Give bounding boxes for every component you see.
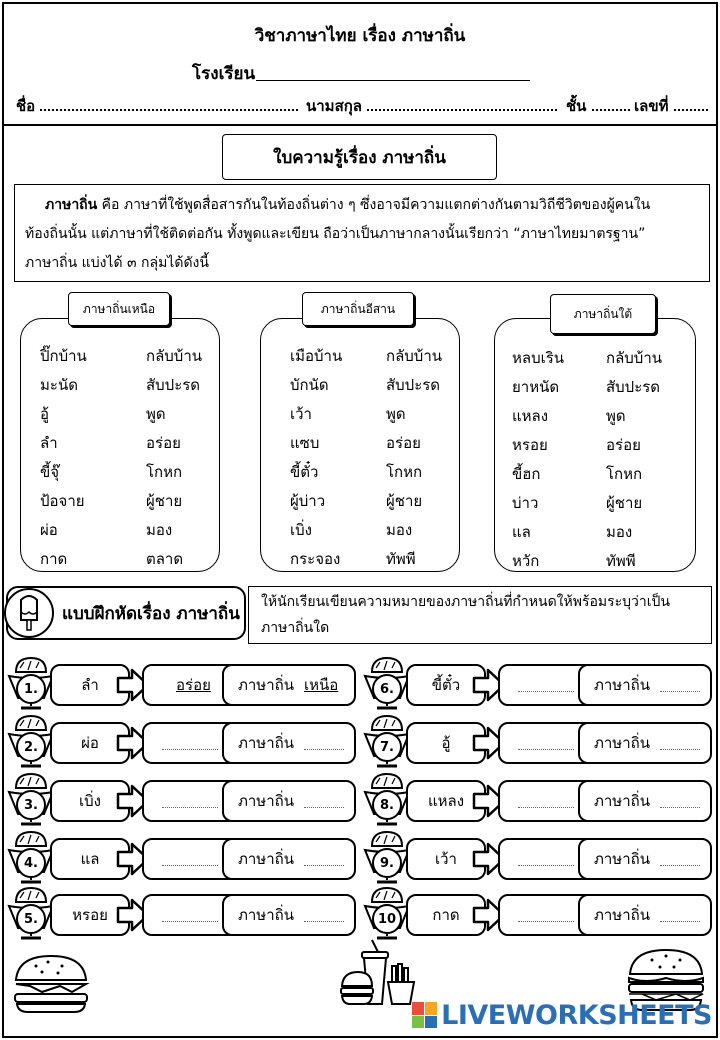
region-answer-field[interactable] xyxy=(222,722,356,764)
grade-row xyxy=(566,94,630,118)
region-prefix: ภาษาถิ่น xyxy=(238,676,294,694)
standard-word: ผู้ชาย xyxy=(386,492,423,510)
dialect-word-box: เบิ่ง xyxy=(50,780,130,822)
region-answer-field[interactable] xyxy=(578,838,712,880)
dialect-word-box: แหลง xyxy=(406,780,486,822)
instruction-line-1: ให้นักเรียนเขียนความหมายของภาษาถิ่นที่กำหนดให้พร้อมระบุว่าเป็น xyxy=(261,594,670,610)
dialect-word: ลำ xyxy=(40,434,58,452)
standard-word: พูด xyxy=(606,407,626,425)
region-answer-field[interactable] xyxy=(578,894,712,936)
dialect-word: ป้อจาย xyxy=(40,492,85,510)
item-number: 2. xyxy=(16,732,46,762)
intro-line-2: ท้องถิ่นนั้น แต่ภาษาที่ใช้ติดต่อกัน ทั้งพูดและเขียน ถือว่าเป็นภาษากลางนั้นเรียกว่า “ภาษาไทยมาตรฐาน” xyxy=(25,226,646,242)
card-label-northern: ภาษาถิ่นเหนือ xyxy=(68,292,170,326)
dialect-word-box: กาด xyxy=(406,894,486,936)
name-row xyxy=(16,94,298,118)
meaning-answer-text xyxy=(162,736,218,750)
item-number: 5. xyxy=(16,904,46,934)
standard-word: ทัพพี xyxy=(606,552,636,570)
dialect-word: กาด xyxy=(40,550,68,568)
card-label-southern: ภาษาถิ่นใต้ xyxy=(550,294,656,334)
standard-word: สับปะรด xyxy=(386,376,441,394)
grade-label: ชั้น xyxy=(566,97,587,115)
region-prefix: ภาษาถิ่น xyxy=(594,792,650,810)
region-prefix: ภาษาถิ่น xyxy=(594,676,650,694)
popsicle-icon xyxy=(4,588,54,638)
meaning-answer-text xyxy=(518,794,574,808)
region-answer-field[interactable] xyxy=(222,838,356,880)
region-prefix: ภาษาถิ่น xyxy=(594,850,650,868)
grade-input-line[interactable] xyxy=(592,97,630,111)
dialect-word: เว้า xyxy=(290,405,312,423)
dialect-word: ขี้ตั๋ว xyxy=(290,463,319,481)
dialect-word-box: ผ่อ xyxy=(50,722,130,764)
meaning-answer-text xyxy=(518,852,574,866)
dialect-word: ปิ๊กบ้าน xyxy=(40,347,87,365)
standard-word: กลับบ้าน xyxy=(146,347,202,365)
dialect-word: เบิ่ง xyxy=(290,521,312,539)
meaning-answer-text xyxy=(162,794,218,808)
exercise-title: แบบฝึกหัดเรื่อง ภาษาถิ่น xyxy=(6,586,246,640)
region-prefix: ภาษาถิ่น xyxy=(238,850,294,868)
school-input-line[interactable] xyxy=(256,80,530,81)
region-answer-text xyxy=(304,736,344,750)
dialect-word-box: แล xyxy=(50,838,130,880)
dialect-word: ยาหนัด xyxy=(512,378,560,396)
region-prefix: ภาษาถิ่น xyxy=(594,734,650,752)
region-prefix: ภาษาถิ่น xyxy=(238,906,294,924)
meaning-answer-text xyxy=(518,736,574,750)
standard-word: สับปะรด xyxy=(606,378,661,396)
dialect-word-box: ขี้ตั๋ว xyxy=(406,664,486,706)
region-answer-text xyxy=(304,908,344,922)
standard-word: อร่อย xyxy=(386,434,421,452)
brand-logo xyxy=(412,998,712,1032)
intro-paragraph xyxy=(14,184,710,282)
brand-text: LIVEWORKSHEETS xyxy=(441,999,712,1031)
surname-input-line[interactable] xyxy=(367,97,557,111)
worksheet-title: วิชาภาษาไทย เรื่อง ภาษาถิ่น xyxy=(254,26,466,46)
dialect-word-box: ลำ xyxy=(50,664,130,706)
exercise-instruction xyxy=(248,586,712,644)
region-answer-text xyxy=(660,736,700,750)
dialect-word-box: หรอย xyxy=(50,894,130,936)
live-logo-icon xyxy=(412,1002,437,1028)
intro-term: ภาษาถิ่น xyxy=(45,197,98,213)
standard-word: พูด xyxy=(146,405,166,423)
standard-word: อร่อย xyxy=(606,436,641,454)
standard-word: อร่อย xyxy=(146,434,181,452)
name-input-line[interactable] xyxy=(40,97,298,111)
item-number: 10 xyxy=(372,904,402,934)
number-label: เลขที่ xyxy=(634,97,669,115)
dialect-word: ผู้บ่าว xyxy=(290,492,326,510)
item-number: 8. xyxy=(372,790,402,820)
intro-line-1: คือ ภาษาที่ใช้พูดสื่อสารกันในท้องถิ่นต่าง ๆ ซึ่งอาจมีความแตกต่างกันตามวิถีชีวิตของผู้คนใน xyxy=(97,197,651,213)
dialect-word: มะนัด xyxy=(40,376,78,394)
dialect-word: แซบ xyxy=(290,434,320,452)
number-input-line[interactable] xyxy=(674,97,708,111)
region-answer-text xyxy=(660,678,700,692)
region-answer-text xyxy=(660,852,700,866)
region-prefix: ภาษาถิ่น xyxy=(238,792,294,810)
number-row xyxy=(634,94,708,118)
region-answer-field[interactable] xyxy=(578,722,712,764)
standard-word: โกหก xyxy=(386,463,423,481)
meaning-answer-text xyxy=(518,908,574,922)
item-number: 7. xyxy=(372,732,402,762)
surname-label: นามสกุล xyxy=(306,97,362,115)
standard-word: พูด xyxy=(386,405,406,423)
dialect-word: แหลง xyxy=(512,407,549,425)
dialect-word: กระจอง xyxy=(290,550,341,568)
region-answer-field[interactable] xyxy=(222,664,356,706)
meaning-answer-text xyxy=(518,678,574,692)
item-number: 3. xyxy=(16,790,46,820)
standard-word: ผู้ชาย xyxy=(146,492,183,510)
dialect-word: ขี้ฮก xyxy=(512,465,541,483)
standard-word: โกหก xyxy=(146,463,183,481)
region-prefix: ภาษาถิ่น xyxy=(238,734,294,752)
standard-word: มอง xyxy=(146,521,173,539)
dialect-word: ผ่อ xyxy=(40,521,58,539)
region-answer-field[interactable] xyxy=(222,780,356,822)
standard-word: มอง xyxy=(386,521,413,539)
meaning-answer-text xyxy=(162,908,218,922)
knowledge-sheet-title: ใบความรู้เรื่อง ภาษาถิ่น xyxy=(222,134,497,180)
standard-word: ผู้ชาย xyxy=(606,494,643,512)
standard-word: ทัพพี xyxy=(386,550,416,568)
meaning-answer-text xyxy=(162,852,218,866)
dialect-word: ขี้จุ๊ xyxy=(40,463,60,481)
dialect-word: หลบเริน xyxy=(512,349,565,367)
dialect-word-box: อู้ xyxy=(406,722,486,764)
burger-icon xyxy=(12,952,90,1014)
region-prefix: ภาษาถิ่น xyxy=(594,906,650,924)
fast-food-icon xyxy=(338,938,418,1010)
standard-word: กลับบ้าน xyxy=(606,349,662,367)
name-label: ชื่อ xyxy=(16,97,36,115)
standard-word: มอง xyxy=(606,523,633,541)
surname-row xyxy=(306,94,557,118)
region-answer-text: เหนือ xyxy=(303,676,339,694)
intro-line-3: ภาษาถิ่น แบ่งได้ ๓ กลุ่มได้ดังนี้ xyxy=(25,255,209,271)
card-label-northeastern: ภาษาถิ่นอีสาน xyxy=(302,292,414,326)
instruction-line-2: ภาษาถิ่นใด xyxy=(261,620,330,636)
dialect-word: หวัก xyxy=(512,552,540,570)
dialect-word: แล xyxy=(512,523,531,541)
region-answer-text xyxy=(660,794,700,808)
dialect-word: เมือบ้าน xyxy=(290,347,343,365)
item-number: 9. xyxy=(372,848,402,878)
region-answer-field[interactable] xyxy=(222,894,356,936)
region-answer-text xyxy=(304,794,344,808)
standard-word: กลับบ้าน xyxy=(386,347,442,365)
item-number: 1. xyxy=(16,674,46,704)
dialect-word: อู้ xyxy=(40,405,50,423)
standard-word: ตลาด xyxy=(146,550,184,568)
dialect-word: บักนัด xyxy=(290,376,329,394)
region-answer-field[interactable] xyxy=(578,664,712,706)
item-number: 4. xyxy=(16,848,46,878)
item-number: 6. xyxy=(372,674,402,704)
meaning-answer-text: อร่อย xyxy=(176,676,211,694)
standard-word: โกหก xyxy=(606,465,643,483)
standard-word: สับปะรด xyxy=(146,376,201,394)
school-label: โรงเรียน xyxy=(192,64,256,84)
dialect-word-box: เว้า xyxy=(406,838,486,880)
dialect-word: หรอย xyxy=(512,436,548,454)
region-answer-text xyxy=(660,908,700,922)
dialect-word: บ่าว xyxy=(512,494,539,512)
region-answer-field[interactable] xyxy=(578,780,712,822)
region-answer-text xyxy=(304,852,344,866)
